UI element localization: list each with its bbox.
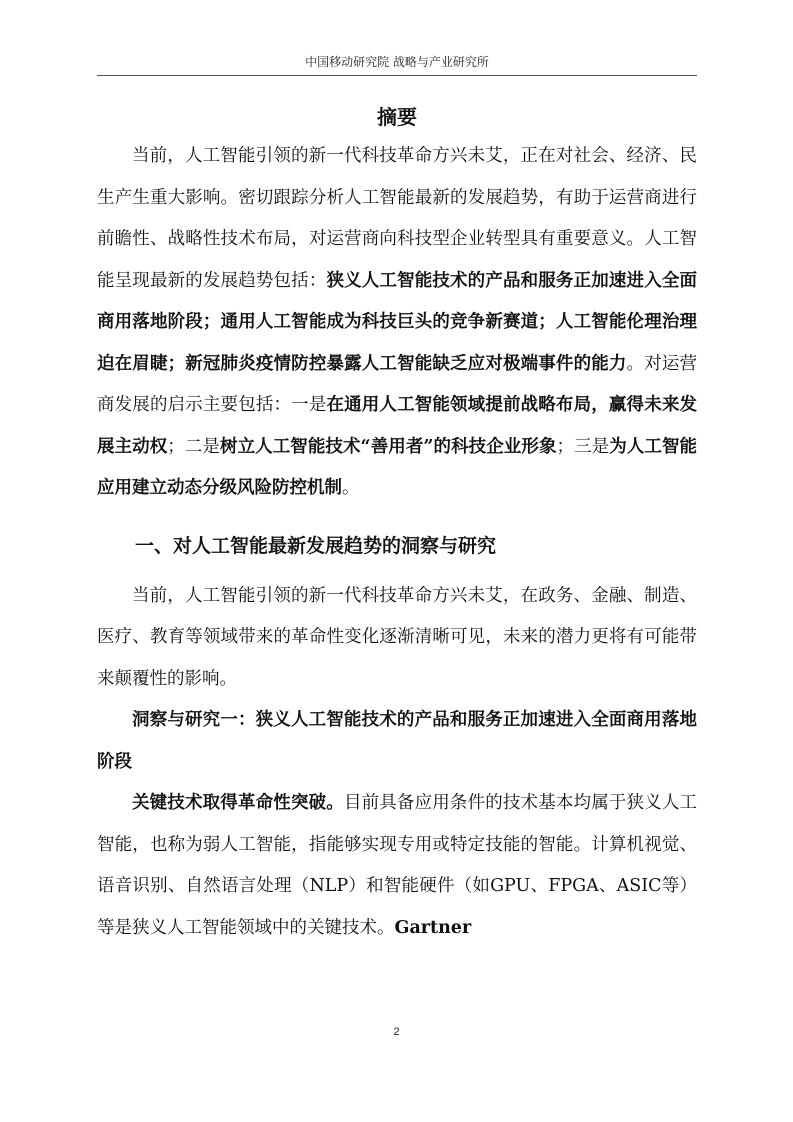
abstract-text-mid-3: ；三是 <box>556 436 610 457</box>
key-tech-text: 目前具备应用条件的技术基本均属于狭义人工智能，也称为弱人工智能，指能够实现专用或特定技能的智能。计算机视觉、语音识别、自然语言处理（NLP）和智能硬件（如GPU、FPGA、ASIC等）等是狭义人工智能领域中的关键技术。 <box>97 793 698 938</box>
abstract-text-end: 。 <box>342 478 360 498</box>
abstract-insight-3-bold: 为人工智能应用建立动态分级风险防控机制 <box>97 436 698 498</box>
insight-title: 洞察与研究一：狭义人工智能技术的产品和服务正加速进入全面商用落地阶段 <box>97 710 697 772</box>
key-tech-paragraph <box>97 783 697 949</box>
header-divider <box>97 75 697 76</box>
page-number: 2 <box>393 1026 400 1038</box>
abstract-title: 摘要 <box>377 105 417 129</box>
abstract-trends-bold: 狭义人工智能技术的产品和服务正加速进入全面商用落地阶段；通用人工智能成为科技巨头的竞争新赛道；人工智能伦理治理迫在眉睫；新冠肺炎疫情防控暴露人工智能缺乏应对极端事件的能力 <box>97 270 697 374</box>
page-header: 中国移动研究院 战略与产业研究所 <box>305 55 489 69</box>
abstract-text: 当前，人工智能引领的新一代科技革命方兴未艾，正在对社会、经济、民生产生重大影响。密切跟踪分析人工智能最新的发展趋势，有助于运营商进行前瞻性、战略性技术布局，对运营商向科技型企业转型具有重要意义。人工智能呈现最新的发展趋势包括： <box>97 146 697 291</box>
key-tech-lead: 关键技术取得革命性突破。 <box>132 793 344 813</box>
abstract-paragraph <box>97 136 697 510</box>
section-heading: 一、对人工智能最新发展趋势的洞察与研究 <box>135 534 497 557</box>
abstract-insight-1-bold: 在通用人工智能领域提前战略布局，赢得未来发展主动权 <box>97 395 697 457</box>
page-content <box>97 98 697 949</box>
abstract-text-mid-2: ；二是 <box>167 436 220 457</box>
abstract-text-tail: 。对运营商发展的启示主要包括：一是 <box>97 353 698 415</box>
gartner-text: Gartner <box>394 917 472 938</box>
section-intro-paragraph: 当前，人工智能引领的新一代科技革命方兴未艾，在政务、金融、制造、医疗、教育等领域带来的革命性变化逐渐清晰可见，未来的潜力更将有可能带来颠覆性的影响。 <box>97 585 697 689</box>
abstract-insight-2-bold: 树立人工智能技术“善用者”的科技企业形象 <box>220 436 557 457</box>
